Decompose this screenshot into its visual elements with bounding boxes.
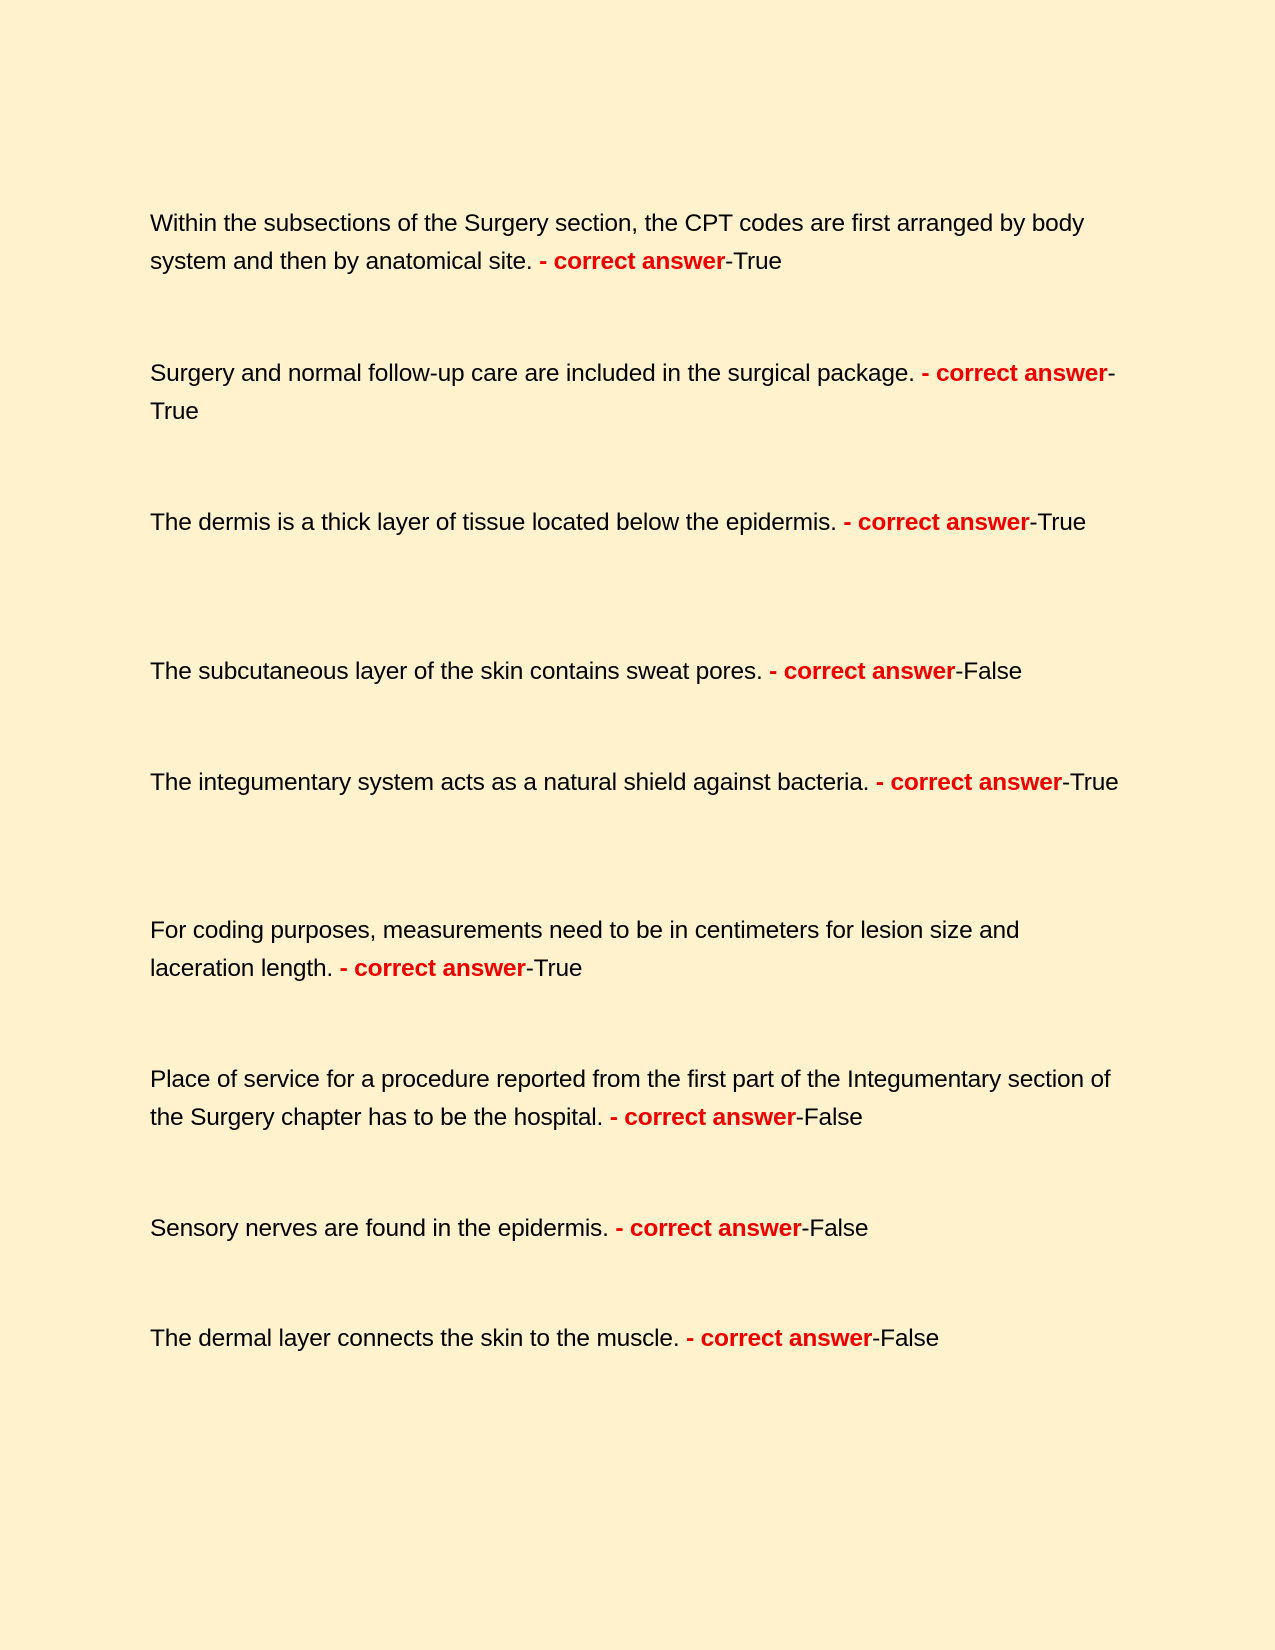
qa-item xyxy=(150,504,1130,542)
answer-value: -True xyxy=(725,248,782,275)
correct-answer-label: - correct answer xyxy=(769,658,956,685)
correct-answer-label: - correct answer xyxy=(686,1325,873,1352)
answer-value: -True xyxy=(1061,769,1119,796)
question-text: The dermis is a thick layer of tissue located below the epidermis. xyxy=(150,509,844,536)
qa-item xyxy=(150,1320,1130,1358)
correct-answer-label: - correct answer xyxy=(921,360,1108,387)
question-text: Place of service for a procedure reported from the first part of the Integumentary section of the Surgery chapter has to be the hospital. xyxy=(150,1066,1111,1131)
answer-value: -False xyxy=(795,1104,863,1131)
qa-item xyxy=(150,1061,1130,1137)
answer-value: -True xyxy=(150,360,1116,425)
correct-answer-label: - correct answer xyxy=(609,1104,796,1131)
question-text: Surgery and normal follow-up care are included in the surgical package. xyxy=(150,360,922,387)
answer-value: -True xyxy=(525,955,583,982)
qa-item xyxy=(150,1210,1130,1248)
answer-value: -False xyxy=(801,1215,869,1242)
answer-value: -False xyxy=(955,658,1023,685)
question-text: The dermal layer connects the skin to the muscle. xyxy=(150,1325,687,1352)
question-text: For coding purposes, measurements need to be in centimeters for lesion size and laceration length. xyxy=(150,917,1020,982)
correct-answer-label: - correct answer xyxy=(615,1215,802,1242)
question-text: Within the subsections of the Surgery section, the CPT codes are first arranged by body system and then by anatomical site. xyxy=(150,210,1085,275)
question-text: The subcutaneous layer of the skin contains sweat pores. xyxy=(150,658,770,685)
answer-value: -True xyxy=(1029,509,1087,536)
question-text: The integumentary system acts as a natural shield against bacteria. xyxy=(150,769,876,796)
correct-answer-label: - correct answer xyxy=(339,955,526,982)
question-text: Sensory nerves are found in the epidermis. xyxy=(150,1215,616,1242)
correct-answer-label: - correct answer xyxy=(843,509,1030,536)
answer-value: -False xyxy=(872,1325,940,1352)
qa-item xyxy=(150,764,1130,802)
correct-answer-label: - correct answer xyxy=(539,248,726,275)
qa-item xyxy=(150,912,1130,988)
correct-answer-label: - correct answer xyxy=(875,769,1062,796)
qa-item xyxy=(150,205,1130,281)
qa-item xyxy=(150,653,1130,691)
qa-item xyxy=(150,355,1130,431)
